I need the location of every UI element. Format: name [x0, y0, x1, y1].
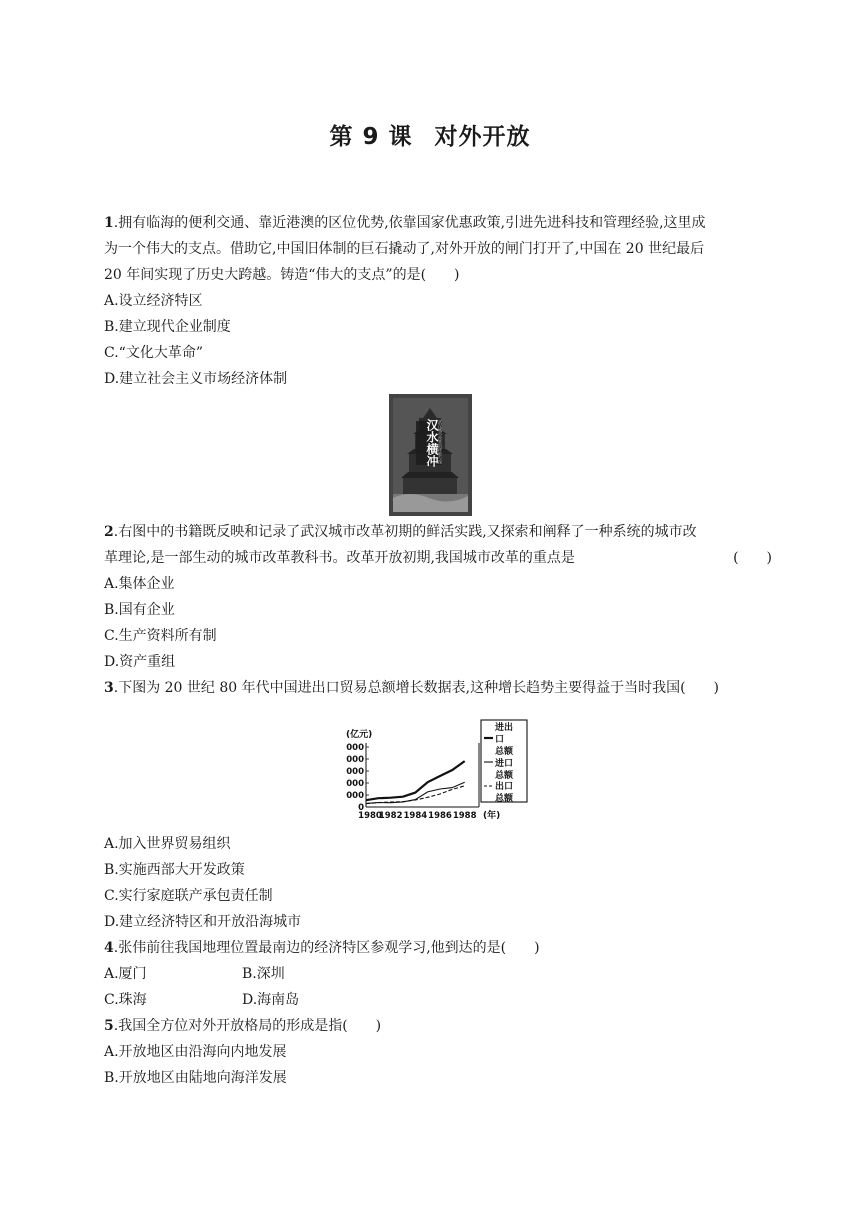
- option-d[interactable]: D.海南岛: [242, 992, 300, 1008]
- question-3-options: [104, 831, 764, 935]
- legend-label: 进出: [495, 723, 514, 733]
- stem-line-text: 革理论,是一部生动的城市改革教科书。改革开放初期,我国城市改革的重点是: [104, 550, 575, 566]
- stem-line: .拥有临海的便利交通、靠近港澳的区位优势,依靠国家优惠政策,引进先进科技和管理经验,这里成: [113, 215, 706, 231]
- stem-line: [104, 545, 772, 571]
- question-1: [104, 210, 764, 392]
- question-stem: [104, 1013, 764, 1039]
- question-5: [104, 1013, 764, 1091]
- option-c[interactable]: C.珠海: [104, 992, 147, 1008]
- legend-label: 总额: [495, 747, 514, 757]
- stem-line: 20 年间实现了历史大跨越。铸造“伟大的支点”的是( ): [104, 267, 460, 283]
- x-tick-label: 1980: [358, 811, 382, 821]
- option-c[interactable]: C.“文化大革命”: [104, 345, 203, 361]
- book-cover-image: [389, 394, 472, 516]
- option-c[interactable]: C.生产资料所有制: [104, 628, 217, 644]
- stem-line: .我国全方位对外开放格局的形成是指( ): [113, 1018, 382, 1034]
- question-number: 3: [104, 680, 114, 696]
- trade-line-chart: [344, 716, 534, 828]
- option-c[interactable]: C.实行家庭联产承包责任制: [104, 888, 273, 904]
- question-2: [104, 519, 772, 675]
- y-tick-label: 0: [358, 803, 364, 813]
- option-b[interactable]: B.实施西部大开发政策: [104, 862, 245, 878]
- question-3: [104, 675, 764, 701]
- option-b[interactable]: B.深圳: [242, 966, 285, 982]
- stem-line: .下图为 20 世纪 80 年代中国进出口贸易总额增长数据表,这种增长趋势主要得益于当时我国( ): [113, 680, 720, 696]
- y-tick-label: 000: [346, 767, 364, 777]
- x-axis-label: (年): [483, 811, 501, 821]
- options-row: [104, 987, 764, 1013]
- question-number: 1: [104, 215, 114, 231]
- series-line-1: [366, 761, 465, 800]
- y-tick-label: 000: [346, 791, 364, 801]
- x-tick-label: 1982: [378, 811, 403, 821]
- option-b[interactable]: B.国有企业: [104, 602, 175, 618]
- book-subtitle: 武汉城市改革的样板与探: [438, 420, 443, 464]
- option-a[interactable]: A.厦门: [104, 966, 147, 982]
- question-number: 5: [104, 1018, 114, 1034]
- book-title: 汉水横冲: [425, 419, 439, 467]
- options-row: [104, 961, 764, 987]
- question-stem: [104, 935, 764, 961]
- option-d[interactable]: D.建立经济特区和开放沿海城市: [104, 914, 302, 930]
- lesson-topic: 对外开放: [434, 124, 531, 150]
- y-tick-label: 000: [346, 743, 364, 753]
- y-axis-label: (亿元): [346, 730, 373, 740]
- y-tick-label: 000: [346, 779, 364, 789]
- question-stem: [104, 519, 764, 545]
- stem-line: .右图中的书籍既反映和记录了武汉城市改革初期的鲜活实践,又探索和阐释了一种系统的城市改: [113, 524, 697, 540]
- question-stem: [104, 675, 764, 701]
- option-d[interactable]: D.建立社会主义市场经济体制: [104, 371, 288, 387]
- answer-bracket[interactable]: ( ): [733, 550, 772, 566]
- lesson-number: 第 9 课: [329, 124, 413, 150]
- option-a[interactable]: A.集体企业: [104, 576, 175, 592]
- question-number: 4: [104, 940, 114, 956]
- stem-line: .张伟前往我国地理位置最南边的经济特区参观学习,他到达的是( ): [113, 940, 540, 956]
- legend-label: 口: [495, 735, 505, 745]
- y-tick-label: 000: [346, 755, 364, 765]
- legend-label: 总额: [495, 771, 514, 781]
- legend-label: 出口: [495, 782, 514, 792]
- option-a[interactable]: A.设立经济特区: [104, 293, 203, 309]
- option-b[interactable]: B.建立现代企业制度: [104, 319, 231, 335]
- series-line-3: [366, 786, 465, 804]
- x-tick-label: 1984: [403, 811, 428, 821]
- option-a[interactable]: A.加入世界贸易组织: [104, 836, 231, 852]
- stem-line: 为一个伟大的支点。借助它,中国旧体制的巨石撬动了,对外开放的闸门打开了,中国在 20 世纪最后: [104, 241, 705, 257]
- question-number: 2: [104, 524, 114, 540]
- option-b[interactable]: B.开放地区由陆地向海洋发展: [104, 1070, 287, 1086]
- trade-chart: [344, 716, 534, 828]
- option-a[interactable]: A.开放地区由沿海向内地发展: [104, 1044, 287, 1060]
- question-4: [104, 935, 764, 1013]
- x-tick-label: 1988: [452, 811, 477, 821]
- x-tick-label: 1986: [428, 811, 452, 821]
- option-d[interactable]: D.资产重组: [104, 654, 176, 670]
- legend-label: 总额: [495, 794, 514, 804]
- legend-label: 进口: [495, 759, 514, 769]
- page-title: [0, 118, 860, 151]
- question-stem: [104, 210, 764, 236]
